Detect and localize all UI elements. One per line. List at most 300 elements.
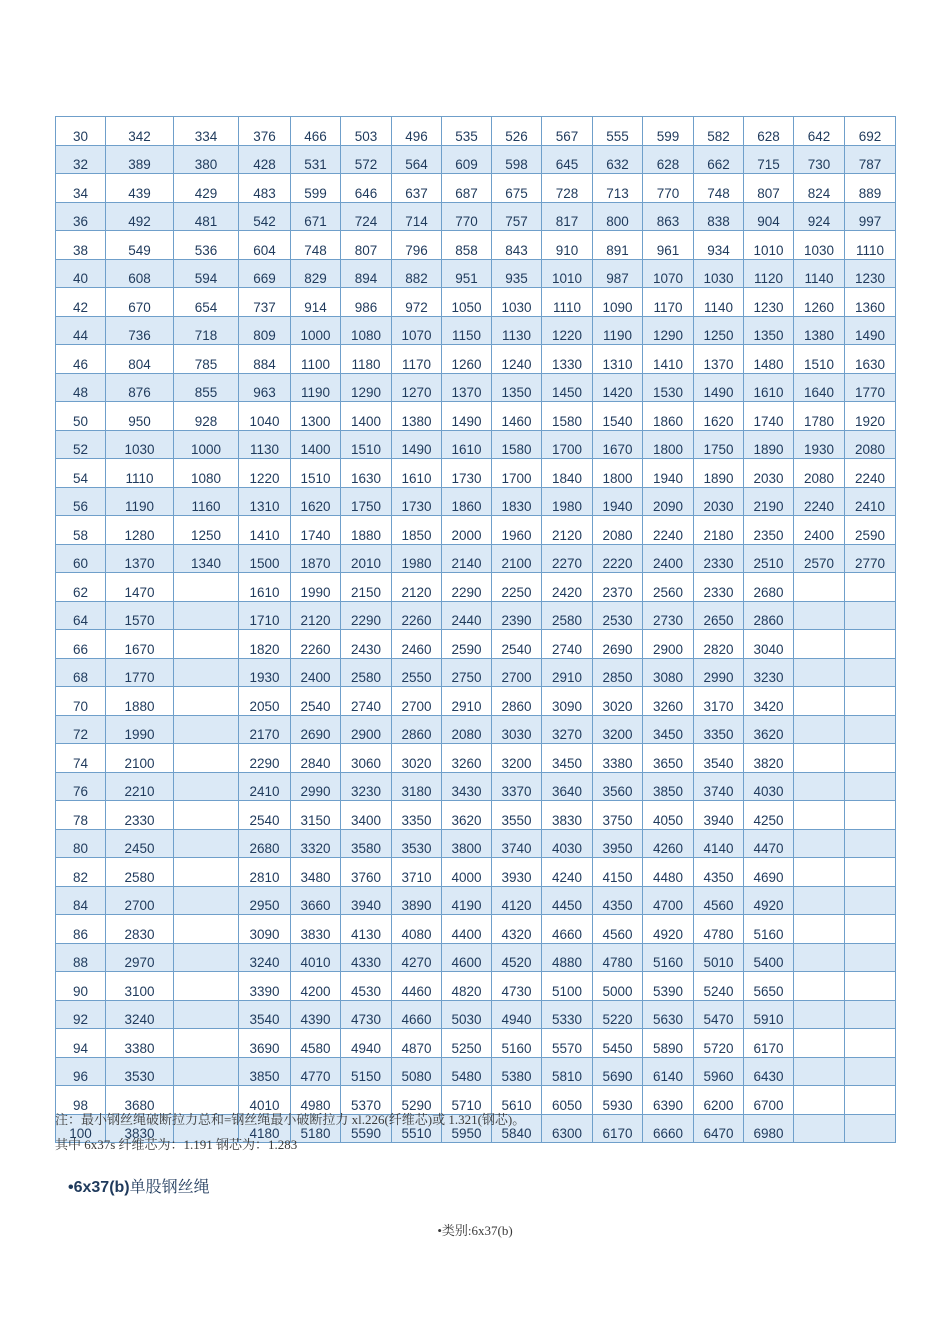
force-cell: 3940 <box>341 886 392 915</box>
force-cell: 1510 <box>341 430 392 459</box>
force-cell: 5960 <box>694 1057 744 1086</box>
force-cell: 5630 <box>643 1000 694 1029</box>
force-cell: 4330 <box>341 943 392 972</box>
force-cell: 2440 <box>442 601 492 630</box>
diameter-cell: 62 <box>56 573 106 602</box>
force-cell: 483 <box>239 174 291 203</box>
force-cell: 2860 <box>492 687 542 716</box>
force-cell: 2910 <box>442 687 492 716</box>
force-cell: 2270 <box>542 544 593 573</box>
force-cell: 1850 <box>392 516 442 545</box>
force-cell: 807 <box>341 231 392 260</box>
force-cell: 2840 <box>291 744 341 773</box>
force-cell: 2410 <box>239 772 291 801</box>
force-cell: 2450 <box>106 829 174 858</box>
force-cell: 6170 <box>593 1114 643 1143</box>
force-cell: 5650 <box>744 972 794 1001</box>
force-cell: 2010 <box>341 544 392 573</box>
force-cell: 1290 <box>341 373 392 402</box>
force-cell: 3530 <box>392 829 442 858</box>
force-cell: 934 <box>694 231 744 260</box>
force-cell: 785 <box>174 345 239 374</box>
force-cell: 3270 <box>542 715 593 744</box>
force-cell: 6470 <box>694 1114 744 1143</box>
force-cell: 3690 <box>239 1029 291 1058</box>
force-cell: 342 <box>106 117 174 146</box>
force-cell <box>794 943 845 972</box>
diameter-cell: 80 <box>56 829 106 858</box>
table-row <box>56 573 896 602</box>
force-cell: 997 <box>845 202 896 231</box>
force-cell: 5510 <box>392 1114 442 1143</box>
force-cell: 646 <box>341 174 392 203</box>
force-cell: 1960 <box>492 516 542 545</box>
force-cell: 3350 <box>392 801 442 830</box>
note-6x37s-factors: 其中 6x37s 纤维芯为：1.191 钢芯为：1.283 <box>55 1137 298 1152</box>
force-cell: 5710 <box>442 1086 492 1115</box>
table-row <box>56 117 896 146</box>
force-cell: 4050 <box>643 801 694 830</box>
force-cell: 4140 <box>694 829 744 858</box>
force-cell: 894 <box>341 259 392 288</box>
table-row <box>56 1029 896 1058</box>
force-cell <box>794 886 845 915</box>
force-cell <box>845 1086 896 1115</box>
force-cell: 1410 <box>643 345 694 374</box>
force-cell: 884 <box>239 345 291 374</box>
force-cell <box>174 1000 239 1029</box>
diameter-cell: 88 <box>56 943 106 972</box>
force-cell: 2420 <box>542 573 593 602</box>
force-cell: 1980 <box>542 487 593 516</box>
force-cell: 2990 <box>694 658 744 687</box>
force-cell: 1380 <box>392 402 442 431</box>
force-cell: 3620 <box>744 715 794 744</box>
force-cell <box>794 687 845 716</box>
force-cell: 671 <box>291 202 341 231</box>
force-cell: 5030 <box>442 1000 492 1029</box>
force-cell: 2220 <box>593 544 643 573</box>
force-cell: 3710 <box>392 858 442 887</box>
force-cell: 1250 <box>174 516 239 545</box>
force-cell: 2950 <box>239 886 291 915</box>
diameter-cell: 32 <box>56 145 106 174</box>
force-cell: 1730 <box>442 459 492 488</box>
force-cell: 2290 <box>341 601 392 630</box>
force-cell: 380 <box>174 145 239 174</box>
force-cell: 598 <box>492 145 542 174</box>
force-cell: 2770 <box>845 544 896 573</box>
force-cell: 5470 <box>694 1000 744 1029</box>
force-cell: 3950 <box>593 829 643 858</box>
force-cell: 5400 <box>744 943 794 972</box>
force-cell: 1710 <box>239 601 291 630</box>
force-cell: 6200 <box>694 1086 744 1115</box>
force-cell: 5590 <box>341 1114 392 1143</box>
force-cell <box>794 1000 845 1029</box>
force-cell: 4250 <box>744 801 794 830</box>
force-cell: 1620 <box>291 487 341 516</box>
force-cell: 1830 <box>492 487 542 516</box>
force-cell: 1360 <box>845 288 896 317</box>
force-cell: 3230 <box>341 772 392 801</box>
force-cell: 4580 <box>291 1029 341 1058</box>
diameter-cell: 30 <box>56 117 106 146</box>
force-cell: 5150 <box>341 1057 392 1086</box>
force-cell <box>174 658 239 687</box>
force-cell: 3680 <box>106 1086 174 1115</box>
force-cell: 1130 <box>492 316 542 345</box>
force-cell: 2080 <box>593 516 643 545</box>
force-cell: 736 <box>106 316 174 345</box>
force-cell: 3090 <box>239 915 291 944</box>
force-cell <box>794 1029 845 1058</box>
force-cell: 4920 <box>643 915 694 944</box>
force-cell: 914 <box>291 288 341 317</box>
force-cell: 1230 <box>845 259 896 288</box>
force-cell: 3450 <box>643 715 694 744</box>
force-cell: 904 <box>744 202 794 231</box>
force-cell: 4520 <box>492 943 542 972</box>
force-cell: 1610 <box>392 459 442 488</box>
diameter-cell: 42 <box>56 288 106 317</box>
diameter-cell: 50 <box>56 402 106 431</box>
force-cell: 1750 <box>341 487 392 516</box>
force-cell: 4470 <box>744 829 794 858</box>
force-cell: 1610 <box>442 430 492 459</box>
force-cell: 1490 <box>392 430 442 459</box>
force-cell <box>174 772 239 801</box>
table-row <box>56 601 896 630</box>
force-cell: 1800 <box>643 430 694 459</box>
force-cell: 935 <box>492 259 542 288</box>
force-cell: 1800 <box>593 459 643 488</box>
force-cell: 3180 <box>392 772 442 801</box>
force-cell: 5950 <box>442 1114 492 1143</box>
force-cell <box>794 630 845 659</box>
force-cell: 599 <box>291 174 341 203</box>
force-cell: 4870 <box>392 1029 442 1058</box>
diameter-cell: 74 <box>56 744 106 773</box>
force-cell: 572 <box>341 145 392 174</box>
force-cell: 3940 <box>694 801 744 830</box>
force-cell: 5930 <box>593 1086 643 1115</box>
force-cell: 2540 <box>492 630 542 659</box>
force-cell: 1190 <box>106 487 174 516</box>
force-cell: 645 <box>542 145 593 174</box>
force-cell: 817 <box>542 202 593 231</box>
force-cell <box>794 915 845 944</box>
force-cell: 5380 <box>492 1057 542 1086</box>
force-cell: 2740 <box>341 687 392 716</box>
force-cell: 1160 <box>174 487 239 516</box>
force-cell: 5160 <box>643 943 694 972</box>
force-cell <box>845 658 896 687</box>
force-cell: 2530 <box>593 601 643 630</box>
force-cell: 1300 <box>291 402 341 431</box>
diameter-cell: 84 <box>56 886 106 915</box>
force-cell: 4980 <box>291 1086 341 1115</box>
force-cell: 1070 <box>392 316 442 345</box>
force-cell: 4130 <box>341 915 392 944</box>
force-cell <box>174 886 239 915</box>
force-cell: 675 <box>492 174 542 203</box>
force-cell: 5080 <box>392 1057 442 1086</box>
force-cell: 800 <box>593 202 643 231</box>
force-cell: 1670 <box>106 630 174 659</box>
force-cell: 2590 <box>845 516 896 545</box>
force-cell: 1510 <box>794 345 845 374</box>
force-cell <box>794 1114 845 1143</box>
force-cell: 637 <box>392 174 442 203</box>
force-cell: 5690 <box>593 1057 643 1086</box>
force-cell: 4080 <box>392 915 442 944</box>
force-cell: 1930 <box>794 430 845 459</box>
force-cell: 876 <box>106 373 174 402</box>
force-cell: 796 <box>392 231 442 260</box>
force-cell: 3540 <box>694 744 744 773</box>
force-cell: 492 <box>106 202 174 231</box>
table-row <box>56 174 896 203</box>
section-heading-title: 单股钢丝绳 <box>129 1179 210 1196</box>
strength-table-container <box>55 116 895 1143</box>
force-cell: 3080 <box>643 658 694 687</box>
force-cell <box>174 801 239 830</box>
force-cell: 4120 <box>492 886 542 915</box>
force-cell: 642 <box>794 117 845 146</box>
diameter-cell: 100 <box>56 1114 106 1143</box>
force-cell: 728 <box>542 174 593 203</box>
force-cell: 855 <box>174 373 239 402</box>
force-cell: 3380 <box>593 744 643 773</box>
force-cell: 2080 <box>794 459 845 488</box>
force-cell: 503 <box>341 117 392 146</box>
force-cell: 526 <box>492 117 542 146</box>
force-cell: 1570 <box>106 601 174 630</box>
force-cell: 3830 <box>106 1114 174 1143</box>
force-cell: 4010 <box>239 1086 291 1115</box>
force-cell: 757 <box>492 202 542 231</box>
force-cell: 1240 <box>492 345 542 374</box>
force-cell: 2350 <box>744 516 794 545</box>
force-cell: 3060 <box>341 744 392 773</box>
force-cell: 748 <box>694 174 744 203</box>
table-row <box>56 288 896 317</box>
category-label: •类别:6x37(b) <box>437 1223 513 1238</box>
force-cell: 4460 <box>392 972 442 1001</box>
force-cell: 1100 <box>291 345 341 374</box>
force-cell: 5010 <box>694 943 744 972</box>
diameter-cell: 40 <box>56 259 106 288</box>
force-cell: 1980 <box>392 544 442 573</box>
force-cell: 2120 <box>291 601 341 630</box>
force-cell: 4730 <box>341 1000 392 1029</box>
force-cell: 3800 <box>442 829 492 858</box>
force-cell <box>845 1000 896 1029</box>
force-cell: 4530 <box>341 972 392 1001</box>
force-cell <box>174 1029 239 1058</box>
force-cell: 1610 <box>239 573 291 602</box>
force-cell: 5480 <box>442 1057 492 1086</box>
force-cell: 1580 <box>542 402 593 431</box>
force-cell: 3320 <box>291 829 341 858</box>
force-cell: 2400 <box>291 658 341 687</box>
table-row <box>56 744 896 773</box>
force-cell: 5390 <box>643 972 694 1001</box>
force-cell: 4780 <box>694 915 744 944</box>
force-cell: 3420 <box>744 687 794 716</box>
force-cell: 2460 <box>392 630 442 659</box>
diameter-cell: 94 <box>56 1029 106 1058</box>
force-cell: 334 <box>174 117 239 146</box>
force-cell: 2580 <box>341 658 392 687</box>
force-cell: 1370 <box>442 373 492 402</box>
force-cell: 1350 <box>492 373 542 402</box>
force-cell: 1990 <box>291 573 341 602</box>
force-cell: 6050 <box>542 1086 593 1115</box>
force-cell: 3200 <box>492 744 542 773</box>
force-cell: 963 <box>239 373 291 402</box>
diameter-cell: 44 <box>56 316 106 345</box>
diameter-cell: 56 <box>56 487 106 516</box>
force-cell: 582 <box>694 117 744 146</box>
force-cell: 1110 <box>542 288 593 317</box>
force-cell: 951 <box>442 259 492 288</box>
force-cell: 1460 <box>492 402 542 431</box>
force-cell: 6430 <box>744 1057 794 1086</box>
diameter-cell: 52 <box>56 430 106 459</box>
diameter-cell: 64 <box>56 601 106 630</box>
force-cell: 2510 <box>744 544 794 573</box>
force-cell: 1940 <box>593 487 643 516</box>
force-cell <box>174 858 239 887</box>
force-cell: 3240 <box>239 943 291 972</box>
force-cell: 2730 <box>643 601 694 630</box>
force-cell: 1170 <box>643 288 694 317</box>
force-cell: 770 <box>442 202 492 231</box>
force-cell: 2580 <box>542 601 593 630</box>
table-row <box>56 1000 896 1029</box>
table-row <box>56 544 896 573</box>
force-cell: 669 <box>239 259 291 288</box>
force-cell: 2240 <box>845 459 896 488</box>
force-cell <box>794 715 845 744</box>
force-cell <box>845 630 896 659</box>
force-cell: 3450 <box>542 744 593 773</box>
force-cell: 632 <box>593 145 643 174</box>
force-cell: 2690 <box>593 630 643 659</box>
table-row <box>56 487 896 516</box>
force-cell: 2290 <box>442 573 492 602</box>
force-cell: 3850 <box>239 1057 291 1086</box>
force-cell: 2100 <box>106 744 174 773</box>
table-body <box>56 117 896 1143</box>
table-row <box>56 772 896 801</box>
force-cell: 1030 <box>106 430 174 459</box>
force-cell: 950 <box>106 402 174 431</box>
diameter-cell: 72 <box>56 715 106 744</box>
force-cell: 3430 <box>442 772 492 801</box>
section-heading-code: •6x37(b) <box>68 1179 130 1196</box>
force-cell: 1620 <box>694 402 744 431</box>
table-row <box>56 915 896 944</box>
force-cell: 692 <box>845 117 896 146</box>
force-cell: 2180 <box>694 516 744 545</box>
force-cell: 1700 <box>492 459 542 488</box>
force-cell: 1890 <box>744 430 794 459</box>
force-cell: 1070 <box>643 259 694 288</box>
force-cell: 807 <box>744 174 794 203</box>
table-row <box>56 687 896 716</box>
force-cell: 3890 <box>392 886 442 915</box>
force-cell: 2990 <box>291 772 341 801</box>
force-cell: 4560 <box>593 915 643 944</box>
diameter-cell: 66 <box>56 630 106 659</box>
force-cell: 889 <box>845 174 896 203</box>
force-cell: 1400 <box>291 430 341 459</box>
force-cell: 2430 <box>341 630 392 659</box>
force-cell: 1030 <box>794 231 845 260</box>
force-cell: 3830 <box>542 801 593 830</box>
force-cell: 1310 <box>239 487 291 516</box>
force-cell: 910 <box>542 231 593 260</box>
force-cell: 1920 <box>845 402 896 431</box>
force-cell: 1490 <box>694 373 744 402</box>
diameter-cell: 86 <box>56 915 106 944</box>
force-cell: 4180 <box>239 1114 291 1143</box>
force-cell: 4600 <box>442 943 492 972</box>
force-cell <box>794 801 845 830</box>
force-cell: 2240 <box>794 487 845 516</box>
force-cell <box>845 972 896 1001</box>
section-heading <box>68 1174 210 1197</box>
table-row <box>56 145 896 174</box>
force-cell: 2290 <box>239 744 291 773</box>
table-row <box>56 630 896 659</box>
force-cell: 4780 <box>593 943 643 972</box>
diameter-cell: 34 <box>56 174 106 203</box>
force-cell: 1370 <box>694 345 744 374</box>
force-cell: 542 <box>239 202 291 231</box>
force-cell: 3240 <box>106 1000 174 1029</box>
force-cell <box>845 915 896 944</box>
force-cell <box>845 1029 896 1058</box>
force-cell: 2080 <box>845 430 896 459</box>
force-cell: 2390 <box>492 601 542 630</box>
force-cell: 2330 <box>106 801 174 830</box>
force-cell: 5570 <box>542 1029 593 1058</box>
force-cell <box>174 915 239 944</box>
force-cell: 608 <box>106 259 174 288</box>
force-cell: 5910 <box>744 1000 794 1029</box>
force-cell: 6140 <box>643 1057 694 1086</box>
table-row <box>56 516 896 545</box>
force-cell: 4480 <box>643 858 694 887</box>
force-cell: 2120 <box>542 516 593 545</box>
diameter-cell: 54 <box>56 459 106 488</box>
force-cell: 6980 <box>744 1114 794 1143</box>
force-cell <box>845 829 896 858</box>
force-cell: 1150 <box>442 316 492 345</box>
force-cell <box>174 1057 239 1086</box>
force-cell: 1000 <box>174 430 239 459</box>
force-cell: 5330 <box>542 1000 593 1029</box>
force-cell: 2050 <box>239 687 291 716</box>
force-cell: 3100 <box>106 972 174 1001</box>
force-cell: 5810 <box>542 1057 593 1086</box>
force-cell: 3820 <box>744 744 794 773</box>
force-cell <box>794 829 845 858</box>
